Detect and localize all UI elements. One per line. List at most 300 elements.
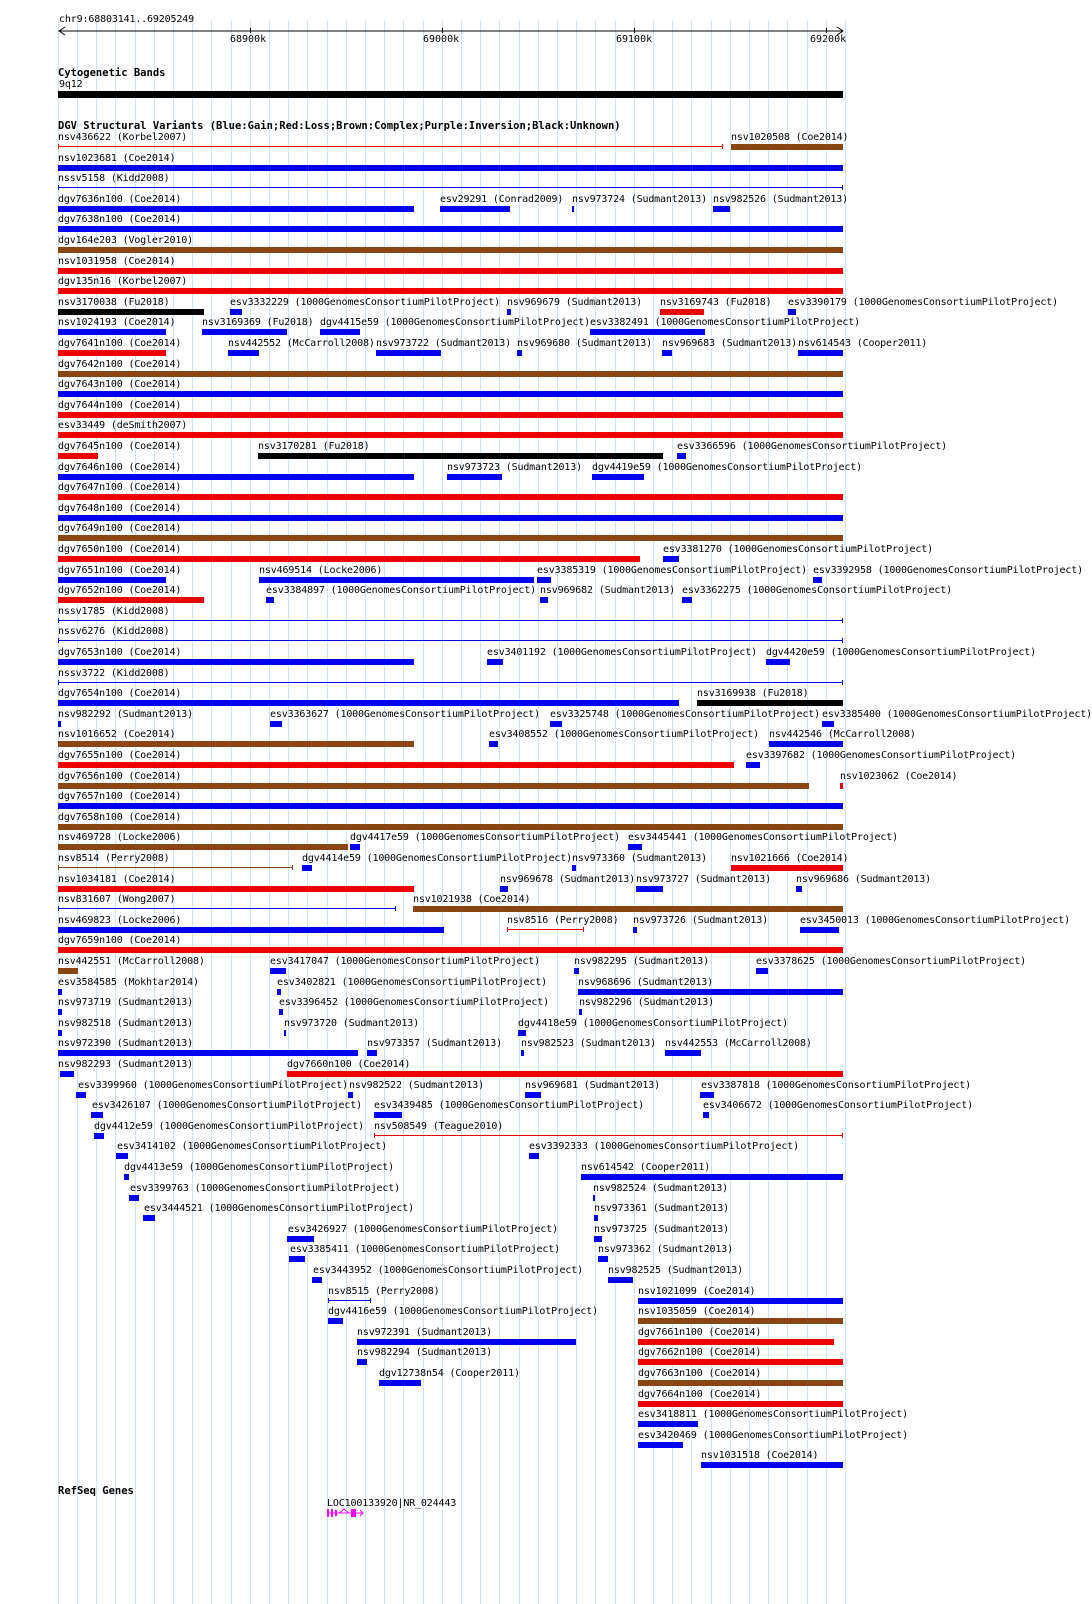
ruler-tick — [634, 28, 635, 33]
dgv-feature-bar[interactable] — [800, 927, 839, 933]
dgv-feature-label[interactable]: dgv7642n100 (Coe2014) — [58, 359, 182, 370]
dgv-feature-label[interactable]: nsv469823 (Locke2006) — [58, 915, 182, 926]
dgv-feature-label[interactable]: dgv7662n100 (Coe2014) — [638, 1347, 762, 1358]
dgv-feature-label[interactable]: dgv7648n100 (Coe2014) — [58, 503, 182, 514]
dgv-feature-label[interactable]: esv3385400 (1000GenomesConsortiumPilotProject) — [822, 709, 1092, 720]
dgv-feature-bar[interactable] — [58, 350, 166, 356]
dgv-feature-bar[interactable] — [328, 1318, 343, 1324]
dgv-feature-label[interactable]: nsv973726 (Sudmant2013) — [633, 915, 769, 926]
dgv-feature-bar[interactable] — [58, 597, 204, 603]
dgv-feature-label[interactable]: esv3439485 (1000GenomesConsortiumPilotProject) — [374, 1100, 645, 1111]
dgv-feature-bar[interactable] — [357, 1339, 576, 1345]
dgv-feature-bar[interactable] — [58, 247, 843, 253]
dgv-feature-bar[interactable] — [746, 762, 760, 768]
dgv-feature-label[interactable]: esv3385411 (1000GenomesConsortiumPilotProject) — [290, 1244, 561, 1255]
dgv-feature-label[interactable]: dgv4419e59 (1000GenomesConsortiumPilotProject) — [592, 462, 863, 473]
dgv-feature-label[interactable]: nssv5158 (Kidd2008) — [58, 173, 170, 184]
dgv-feature-label[interactable]: nsv8516 (Perry2008) — [507, 915, 619, 926]
dgv-feature-label[interactable]: dgv164e203 (Vogler2010) — [58, 235, 194, 246]
dgv-feature-label[interactable]: nsv1024193 (Coe2014) — [58, 317, 176, 328]
dgv-feature-line[interactable] — [58, 682, 843, 683]
dgv-feature-label[interactable]: dgv4420e59 (1000GenomesConsortiumPilotProject) — [766, 647, 1037, 658]
dgv-feature-label[interactable]: nsv1031958 (Coe2014) — [58, 256, 176, 267]
dgv-feature-label[interactable]: esv3397682 (1000GenomesConsortiumPilotProject) — [746, 750, 1017, 761]
dgv-feature-bar[interactable] — [58, 700, 679, 706]
dgv-feature-label[interactable]: nsv969680 (Sudmant2013) — [517, 338, 653, 349]
cytogenetic-track-title[interactable]: Cytogenetic Bands — [58, 67, 166, 79]
dgv-feature-label[interactable]: nsv982524 (Sudmant2013) — [593, 1183, 729, 1194]
dgv-feature-bar[interactable] — [129, 1195, 139, 1201]
dgv-feature-bar[interactable] — [58, 268, 843, 274]
dgv-feature-bar[interactable] — [348, 1092, 353, 1098]
dgv-feature-line[interactable] — [58, 620, 843, 621]
dgv-feature-label[interactable]: dgv4415e59 (1000GenomesConsortiumPilotProject) — [320, 317, 591, 328]
dgv-feature-bar[interactable] — [58, 453, 98, 459]
dgv-feature-label[interactable]: dgv7641n100 (Coe2014) — [58, 338, 182, 349]
dgv-feature-bar[interactable] — [518, 1030, 526, 1036]
dgv-feature-bar[interactable] — [796, 886, 802, 892]
dgv-feature-label[interactable]: esv3426927 (1000GenomesConsortiumPilotProject) — [288, 1224, 559, 1235]
dgv-feature-bar[interactable] — [665, 1050, 701, 1056]
dgv-feature-label[interactable]: esv3392333 (1000GenomesConsortiumPilotProject) — [529, 1141, 800, 1152]
dgv-feature-bar[interactable] — [638, 1421, 698, 1427]
dgv-feature-bar[interactable] — [357, 1359, 367, 1365]
dgv-feature-bar[interactable] — [713, 206, 730, 212]
dgv-feature-label[interactable]: nsv973360 (Sudmant2013) — [572, 853, 708, 864]
dgv-feature-bar[interactable] — [284, 1030, 286, 1036]
dgv-feature-label[interactable]: nsv1023681 (Coe2014) — [58, 153, 176, 164]
dgv-feature-bar[interactable] — [507, 309, 511, 315]
dgv-feature-label[interactable]: esv3325748 (1000GenomesConsortiumPilotProject) — [550, 709, 821, 720]
dgv-feature-bar[interactable] — [529, 1153, 539, 1159]
dgv-feature-label[interactable]: dgv7660n100 (Coe2014) — [287, 1059, 411, 1070]
dgv-feature-label[interactable]: nsv8515 (Perry2008) — [328, 1286, 440, 1297]
dgv-feature-line[interactable] — [58, 867, 293, 868]
dgv-feature-bar[interactable] — [228, 350, 259, 356]
dgv-feature-bar[interactable] — [579, 1009, 582, 1015]
cytoband-label[interactable]: 9q12 — [59, 79, 83, 90]
dgv-feature-label[interactable]: nsv469728 (Locke2006) — [58, 832, 182, 843]
dgv-feature-bar[interactable] — [700, 1092, 714, 1098]
dgv-feature-bar[interactable] — [766, 659, 790, 665]
dgv-feature-label[interactable]: dgv7649n100 (Coe2014) — [58, 523, 182, 534]
dgv-feature-bar[interactable] — [756, 968, 768, 974]
dgv-track-title[interactable]: DGV Structural Variants (Blue:Gain;Red:Loss;Brown:Complex;Purple:Inversion;Black:Unknown) — [58, 120, 621, 132]
dgv-feature-bar[interactable] — [58, 329, 166, 335]
dgv-feature-label[interactable]: nsv442551 (McCarroll2008) — [58, 956, 205, 967]
dgv-feature-bar[interactable] — [58, 783, 809, 789]
dgv-feature-bar[interactable] — [58, 556, 640, 562]
dgv-feature-bar[interactable] — [440, 206, 510, 212]
dgv-feature-label[interactable]: dgv7661n100 (Coe2014) — [638, 1327, 762, 1338]
dgv-feature-label[interactable]: dgv7663n100 (Coe2014) — [638, 1368, 762, 1379]
dgv-feature-bar[interactable] — [258, 453, 663, 459]
dgv-feature-label[interactable]: esv33449 (deSmith2007) — [58, 420, 188, 431]
dgv-feature-label[interactable]: nsv969681 (Sudmant2013) — [525, 1080, 661, 1091]
dgv-feature-line[interactable] — [328, 1300, 371, 1301]
dgv-feature-label[interactable]: dgv12738n54 (Cooper2011) — [379, 1368, 520, 1379]
dgv-feature-label[interactable]: dgv4418e59 (1000GenomesConsortiumPilotProject) — [518, 1018, 789, 1029]
dgv-feature-label[interactable]: nsv1016652 (Coe2014) — [58, 729, 176, 740]
dgv-feature-bar[interactable] — [594, 1215, 598, 1221]
dgv-feature-label[interactable]: nsv972390 (Sudmant2013) — [58, 1038, 194, 1049]
dgv-feature-label[interactable]: nsv436622 (Korbel2007) — [58, 132, 188, 143]
dgv-feature-bar[interactable] — [608, 1277, 633, 1283]
dgv-feature-bar[interactable] — [259, 577, 534, 583]
dgv-feature-label[interactable]: esv3378625 (1000GenomesConsortiumPilotProject) — [756, 956, 1027, 967]
dgv-feature-bar[interactable] — [367, 1050, 377, 1056]
dgv-feature-label[interactable]: nsv508549 (Teague2010) — [374, 1121, 504, 1132]
dgv-feature-label[interactable]: nsv3169938 (Fu2018) — [697, 688, 809, 699]
dgv-feature-label[interactable]: esv3406672 (1000GenomesConsortiumPilotProject) — [703, 1100, 974, 1111]
dgv-feature-bar[interactable] — [58, 391, 843, 397]
dgv-feature-bar[interactable] — [279, 1009, 283, 1015]
dgv-feature-label[interactable]: nsv3169743 (Fu2018) — [660, 297, 772, 308]
dgv-feature-bar[interactable] — [350, 844, 360, 850]
dgv-feature-bar[interactable] — [58, 577, 166, 583]
dgv-feature-label[interactable]: nsv442553 (McCarroll2008) — [665, 1038, 812, 1049]
dgv-feature-label[interactable]: nsv1031518 (Coe2014) — [701, 1450, 819, 1461]
dgv-feature-label[interactable]: dgv7653n100 (Coe2014) — [58, 647, 182, 658]
dgv-feature-bar[interactable] — [116, 1153, 128, 1159]
dgv-feature-bar[interactable] — [487, 659, 503, 665]
dgv-feature-label[interactable]: esv3382491 (1000GenomesConsortiumPilotProject) — [590, 317, 861, 328]
dgv-feature-bar[interactable] — [58, 474, 414, 480]
dgv-feature-bar[interactable] — [592, 474, 644, 480]
dgv-feature-bar[interactable] — [58, 165, 843, 171]
dgv-feature-label[interactable]: nsv969678 (Sudmant2013) — [500, 874, 636, 885]
dgv-feature-label[interactable]: nsv442552 (McCarroll2008) — [228, 338, 375, 349]
dgv-feature-label[interactable]: esv3420469 (1000GenomesConsortiumPilotProject) — [638, 1430, 909, 1441]
dgv-feature-label[interactable]: nsv973719 (Sudmant2013) — [58, 997, 194, 1008]
dgv-feature-label[interactable]: nsv982525 (Sudmant2013) — [608, 1265, 744, 1276]
dgv-feature-bar[interactable] — [500, 886, 508, 892]
cytoband-bar[interactable] — [58, 91, 843, 98]
dgv-feature-bar[interactable] — [58, 206, 414, 212]
dgv-feature-label[interactable]: esv3381270 (1000GenomesConsortiumPilotProject) — [663, 544, 934, 555]
dgv-feature-bar[interactable] — [537, 577, 551, 583]
dgv-feature-bar[interactable] — [581, 1174, 843, 1180]
dgv-feature-bar[interactable] — [598, 1256, 608, 1262]
dgv-feature-label[interactable]: nsv969686 (Sudmant2013) — [796, 874, 932, 885]
dgv-feature-bar[interactable] — [58, 1050, 358, 1056]
dgv-feature-label[interactable]: esv3387818 (1000GenomesConsortiumPilotProject) — [701, 1080, 972, 1091]
dgv-feature-label[interactable]: esv3450013 (1000GenomesConsortiumPilotProject) — [800, 915, 1071, 926]
dgv-feature-bar[interactable] — [58, 989, 62, 995]
dgv-feature-label[interactable]: nsv969683 (Sudmant2013) — [662, 338, 798, 349]
dgv-feature-bar[interactable] — [60, 1071, 74, 1077]
dgv-feature-label[interactable]: dgv7650n100 (Coe2014) — [58, 544, 182, 555]
dgv-feature-bar[interactable] — [287, 1236, 314, 1242]
dgv-feature-label[interactable]: nsv3170281 (Fu2018) — [258, 441, 370, 452]
dgv-feature-bar[interactable] — [489, 741, 498, 747]
dgv-feature-label[interactable]: dgv7638n100 (Coe2014) — [58, 214, 182, 225]
dgv-feature-label[interactable]: dgv7645n100 (Coe2014) — [58, 441, 182, 452]
dgv-feature-bar[interactable] — [769, 741, 843, 747]
dgv-feature-label[interactable]: nsv969682 (Sudmant2013) — [540, 585, 676, 596]
refseq-track-title[interactable]: RefSeq Genes — [58, 1485, 134, 1497]
dgv-feature-label[interactable]: nsv973725 (Sudmant2013) — [594, 1224, 730, 1235]
dgv-feature-bar[interactable] — [731, 144, 843, 150]
dgv-feature-bar[interactable] — [636, 886, 663, 892]
dgv-feature-bar[interactable] — [638, 1339, 834, 1345]
dgv-feature-label[interactable]: dgv7647n100 (Coe2014) — [58, 482, 182, 493]
dgv-feature-label[interactable]: nsv1020508 (Coe2014) — [731, 132, 849, 143]
dgv-feature-label[interactable]: nsv982526 (Sudmant2013) — [713, 194, 849, 205]
dgv-feature-bar[interactable] — [312, 1277, 322, 1283]
dgv-feature-bar[interactable] — [682, 597, 692, 603]
dgv-feature-label[interactable]: nsv982523 (Sudmant2013) — [521, 1038, 657, 1049]
dgv-feature-label[interactable]: nsv982296 (Sudmant2013) — [579, 997, 715, 1008]
dgv-feature-label[interactable]: esv3332229 (1000GenomesConsortiumPilotProject) — [230, 297, 501, 308]
dgv-feature-bar[interactable] — [578, 989, 843, 995]
dgv-feature-bar[interactable] — [550, 721, 562, 727]
dgv-feature-bar[interactable] — [374, 1112, 402, 1118]
dgv-feature-line[interactable] — [507, 929, 584, 930]
dgv-feature-label[interactable]: nsv973727 (Sudmant2013) — [636, 874, 772, 885]
dgv-feature-bar[interactable] — [58, 844, 348, 850]
dgv-feature-label[interactable]: dgv7644n100 (Coe2014) — [58, 400, 182, 411]
dgv-feature-bar[interactable] — [287, 1071, 843, 1077]
dgv-feature-label[interactable]: nsv1021938 (Coe2014) — [413, 894, 531, 905]
dgv-feature-bar[interactable] — [731, 865, 843, 871]
dgv-feature-label[interactable]: esv3445441 (1000GenomesConsortiumPilotProject) — [628, 832, 899, 843]
dgv-feature-label[interactable]: dgv135n16 (Korbel2007) — [58, 276, 188, 287]
dgv-feature-bar[interactable] — [379, 1380, 421, 1386]
dgv-feature-bar[interactable] — [58, 371, 843, 377]
dgv-feature-label[interactable]: nsv614543 (Cooper2011) — [798, 338, 928, 349]
dgv-feature-label[interactable]: dgv7654n100 (Coe2014) — [58, 688, 182, 699]
dgv-feature-bar[interactable] — [517, 350, 522, 356]
dgv-feature-label[interactable]: dgv7659n100 (Coe2014) — [58, 935, 182, 946]
dgv-feature-label[interactable]: nsv982295 (Sudmant2013) — [574, 956, 710, 967]
dgv-feature-bar[interactable] — [76, 1092, 86, 1098]
dgv-feature-bar[interactable] — [574, 968, 579, 974]
dgv-feature-label[interactable]: nsv973362 (Sudmant2013) — [598, 1244, 734, 1255]
dgv-feature-bar[interactable] — [638, 1318, 843, 1324]
dgv-feature-label[interactable]: nsv982294 (Sudmant2013) — [357, 1347, 493, 1358]
dgv-feature-label[interactable]: dgv7657n100 (Coe2014) — [58, 791, 182, 802]
dgv-feature-label[interactable]: dgv7656n100 (Coe2014) — [58, 771, 182, 782]
dgv-feature-label[interactable]: nsv969679 (Sudmant2013) — [507, 297, 643, 308]
dgv-feature-label[interactable]: esv3402821 (1000GenomesConsortiumPilotProject) — [277, 977, 548, 988]
dgv-feature-label[interactable]: esv3417047 (1000GenomesConsortiumPilotProject) — [270, 956, 541, 967]
dgv-feature-label[interactable]: nsv1035059 (Coe2014) — [638, 1306, 756, 1317]
gene-label[interactable]: LOC100133920|NR_024443 — [327, 1498, 457, 1509]
dgv-feature-label[interactable]: esv3390179 (1000GenomesConsortiumPilotProject) — [788, 297, 1059, 308]
dgv-feature-bar[interactable] — [521, 1050, 524, 1056]
dgv-feature-bar[interactable] — [289, 1256, 305, 1262]
dgv-feature-bar[interactable] — [822, 721, 834, 727]
dgv-feature-bar[interactable] — [277, 989, 281, 995]
dgv-feature-bar[interactable] — [58, 762, 734, 768]
dgv-feature-label[interactable]: esv3399960 (1000GenomesConsortiumPilotProject) — [78, 1080, 349, 1091]
dgv-feature-label[interactable]: esv3414102 (1000GenomesConsortiumPilotProject) — [117, 1141, 388, 1152]
dgv-feature-bar[interactable] — [58, 1030, 62, 1036]
dgv-feature-label[interactable]: nsv968696 (Sudmant2013) — [578, 977, 714, 988]
dgv-feature-bar[interactable] — [638, 1401, 843, 1407]
dgv-feature-label[interactable]: esv29291 (Conrad2009) — [440, 194, 564, 205]
dgv-feature-bar[interactable] — [662, 350, 672, 356]
dgv-feature-line[interactable] — [374, 1135, 843, 1136]
dgv-feature-bar[interactable] — [58, 412, 843, 418]
dgv-feature-cap — [842, 1133, 843, 1138]
dgv-feature-bar[interactable] — [58, 741, 414, 747]
dgv-feature-label[interactable]: nsv973723 (Sudmant2013) — [447, 462, 583, 473]
dgv-feature-label[interactable]: esv3366596 (1000GenomesConsortiumPilotProject) — [677, 441, 948, 452]
dgv-feature-label[interactable]: esv3392958 (1000GenomesConsortiumPilotProject) — [813, 565, 1084, 576]
dgv-feature-label[interactable]: nsv614542 (Cooper2011) — [581, 1162, 711, 1173]
dgv-feature-label[interactable]: nsv982518 (Sudmant2013) — [58, 1018, 194, 1029]
dgv-feature-label[interactable]: esv3385319 (1000GenomesConsortiumPilotProject) — [537, 565, 808, 576]
dgv-feature-bar[interactable] — [58, 947, 843, 953]
dgv-feature-bar[interactable] — [270, 968, 286, 974]
dgv-feature-label[interactable]: dgv4413e59 (1000GenomesConsortiumPilotProject) — [124, 1162, 395, 1173]
dgv-feature-label[interactable]: nsv973361 (Sudmant2013) — [594, 1203, 730, 1214]
dgv-feature-bar[interactable] — [58, 803, 843, 809]
dgv-feature-bar[interactable] — [91, 1112, 103, 1118]
dgv-feature-label[interactable]: nsv1021666 (Coe2014) — [731, 853, 849, 864]
dgv-feature-label[interactable]: esv3584585 (Mokhtar2014) — [58, 977, 199, 988]
dgv-feature-label[interactable]: nsv982293 (Sudmant2013) — [58, 1059, 194, 1070]
dgv-feature-bar[interactable] — [638, 1380, 843, 1386]
dgv-feature-label[interactable]: nsv3170038 (Fu2018) — [58, 297, 170, 308]
dgv-feature-label[interactable]: esv3384897 (1000GenomesConsortiumPilotProject) — [266, 585, 537, 596]
dgv-feature-bar[interactable] — [697, 700, 843, 706]
dgv-feature-label[interactable]: dgv7658n100 (Coe2014) — [58, 812, 182, 823]
dgv-feature-bar[interactable] — [798, 350, 843, 356]
dgv-feature-label[interactable]: esv3418811 (1000GenomesConsortiumPilotProject) — [638, 1409, 909, 1420]
dgv-feature-label[interactable]: dgv7651n100 (Coe2014) — [58, 565, 182, 576]
dgv-feature-bar[interactable] — [660, 309, 704, 315]
dgv-feature-label[interactable]: dgv7652n100 (Coe2014) — [58, 585, 182, 596]
dgv-feature-label[interactable]: dgv7646n100 (Coe2014) — [58, 462, 182, 473]
dgv-feature-label[interactable]: esv3401192 (1000GenomesConsortiumPilotProject) — [487, 647, 758, 658]
ruler-tick — [826, 28, 827, 33]
dgv-feature-bar[interactable] — [58, 432, 843, 438]
dgv-feature-line[interactable] — [58, 640, 843, 641]
dgv-feature-bar[interactable] — [540, 597, 548, 603]
dgv-feature-bar[interactable] — [58, 226, 843, 232]
dgv-feature-label[interactable]: dgv7664n100 (Coe2014) — [638, 1389, 762, 1400]
dgv-feature-label[interactable]: dgv7636n100 (Coe2014) — [58, 194, 182, 205]
dgv-feature-bar[interactable] — [58, 659, 414, 665]
dgv-feature-bar[interactable] — [202, 329, 287, 335]
dgv-feature-label[interactable]: nsv973724 (Sudmant2013) — [572, 194, 708, 205]
dgv-feature-bar[interactable] — [633, 927, 637, 933]
dgv-feature-label[interactable]: nssv6276 (Kidd2008) — [58, 626, 170, 637]
dgv-feature-bar[interactable] — [638, 1359, 843, 1365]
dgv-feature-bar[interactable] — [594, 1236, 602, 1242]
dgv-feature-bar[interactable] — [58, 968, 78, 974]
dgv-feature-label[interactable]: esv3408552 (1000GenomesConsortiumPilotProject) — [489, 729, 760, 740]
dgv-feature-bar[interactable] — [58, 535, 843, 541]
dgv-feature-line[interactable] — [58, 146, 723, 147]
dgv-feature-bar[interactable] — [788, 309, 796, 315]
dgv-feature-label[interactable]: nsv8514 (Perry2008) — [58, 853, 170, 864]
dgv-feature-bar[interactable] — [376, 350, 441, 356]
dgv-feature-label[interactable]: nsv831607 (Wong2007) — [58, 894, 176, 905]
dgv-feature-label[interactable]: esv3444521 (1000GenomesConsortiumPilotProject) — [144, 1203, 415, 1214]
dgv-feature-bar[interactable] — [628, 844, 642, 850]
dgv-feature-bar[interactable] — [58, 309, 204, 315]
dgv-feature-label[interactable]: dgv7655n100 (Coe2014) — [58, 750, 182, 761]
dgv-feature-bar[interactable] — [270, 721, 282, 727]
dgv-feature-label[interactable]: nssv3722 (Kidd2008) — [58, 668, 170, 679]
dgv-feature-bar[interactable] — [638, 1442, 683, 1448]
dgv-feature-label[interactable]: esv3363627 (1000GenomesConsortiumPilotProject) — [270, 709, 541, 720]
dgv-feature-label[interactable]: nsv3169369 (Fu2018) — [202, 317, 314, 328]
dgv-feature-bar[interactable] — [320, 329, 360, 335]
dgv-feature-bar[interactable] — [58, 886, 414, 892]
dgv-feature-label[interactable]: esv3443952 (1000GenomesConsortiumPilotProject) — [313, 1265, 584, 1276]
dgv-feature-bar[interactable] — [124, 1174, 129, 1180]
dgv-feature-bar[interactable] — [593, 1195, 595, 1201]
dgv-feature-bar[interactable] — [58, 721, 61, 727]
dgv-feature-bar[interactable] — [590, 329, 705, 335]
dgv-feature-label[interactable]: nsv973720 (Sudmant2013) — [284, 1018, 420, 1029]
dgv-feature-bar[interactable] — [525, 1092, 541, 1098]
dgv-feature-bar[interactable] — [701, 1462, 843, 1468]
gene-model[interactable] — [325, 1507, 367, 1519]
dgv-feature-bar[interactable] — [302, 865, 312, 871]
dgv-feature-bar[interactable] — [840, 783, 843, 789]
dgv-feature-label[interactable]: nssv1785 (Kidd2008) — [58, 606, 170, 617]
dgv-feature-bar[interactable] — [58, 927, 444, 933]
dgv-feature-bar[interactable] — [58, 1009, 62, 1015]
dgv-feature-label[interactable]: nsv973722 (Sudmant2013) — [376, 338, 512, 349]
dgv-feature-bar[interactable] — [58, 515, 843, 521]
dgv-feature-label[interactable]: dgv4417e59 (1000GenomesConsortiumPilotProject) — [350, 832, 621, 843]
dgv-feature-label[interactable]: dgv4412e59 (1000GenomesConsortiumPilotProject) — [94, 1121, 365, 1132]
dgv-feature-bar[interactable] — [58, 494, 843, 500]
dgv-feature-line[interactable] — [58, 908, 396, 909]
dgv-feature-label[interactable]: nsv972391 (Sudmant2013) — [357, 1327, 493, 1338]
dgv-feature-label[interactable]: nsv1034181 (Coe2014) — [58, 874, 176, 885]
dgv-feature-bar[interactable] — [447, 474, 502, 480]
dgv-feature-bar[interactable] — [94, 1133, 104, 1139]
dgv-feature-bar[interactable] — [230, 309, 242, 315]
dgv-feature-bar[interactable] — [572, 865, 576, 871]
dgv-feature-label[interactable]: nsv469514 (Locke2006) — [259, 565, 383, 576]
dgv-feature-bar[interactable] — [677, 453, 686, 459]
dgv-feature-bar[interactable] — [413, 906, 843, 912]
dgv-feature-bar[interactable] — [703, 1112, 709, 1118]
dgv-feature-bar[interactable] — [638, 1298, 843, 1304]
dgv-feature-label[interactable]: esv3362275 (1000GenomesConsortiumPilotProject) — [682, 585, 953, 596]
dgv-feature-label[interactable]: nsv1023062 (Coe2014) — [840, 771, 958, 782]
dgv-feature-label[interactable]: dgv4416e59 (1000GenomesConsortiumPilotProject) — [328, 1306, 599, 1317]
dgv-feature-label[interactable]: dgv4414e59 (1000GenomesConsortiumPilotProject) — [302, 853, 573, 864]
dgv-feature-bar[interactable] — [58, 288, 843, 294]
dgv-feature-label[interactable]: nsv982292 (Sudmant2013) — [58, 709, 194, 720]
dgv-feature-bar[interactable] — [663, 556, 679, 562]
dgv-feature-label[interactable]: nsv1021099 (Coe2014) — [638, 1286, 756, 1297]
dgv-feature-bar[interactable] — [266, 597, 274, 603]
dgv-feature-label[interactable]: nsv982522 (Sudmant2013) — [349, 1080, 485, 1091]
dgv-feature-label[interactable]: esv3396452 (1000GenomesConsortiumPilotProject) — [279, 997, 550, 1008]
dgv-feature-label[interactable]: esv3399763 (1000GenomesConsortiumPilotProject) — [130, 1183, 401, 1194]
dgv-feature-bar[interactable] — [572, 206, 574, 212]
dgv-feature-label[interactable]: esv3426107 (1000GenomesConsortiumPilotProject) — [92, 1100, 363, 1111]
dgv-feature-label[interactable]: nsv973357 (Sudmant2013) — [367, 1038, 503, 1049]
dgv-feature-line[interactable] — [58, 187, 843, 188]
dgv-feature-label[interactable]: nsv442546 (McCarroll2008) — [769, 729, 916, 740]
dgv-feature-bar[interactable] — [58, 824, 843, 830]
dgv-feature-bar[interactable] — [813, 577, 822, 583]
dgv-feature-label[interactable]: dgv7643n100 (Coe2014) — [58, 379, 182, 390]
dgv-feature-bar[interactable] — [143, 1215, 155, 1221]
